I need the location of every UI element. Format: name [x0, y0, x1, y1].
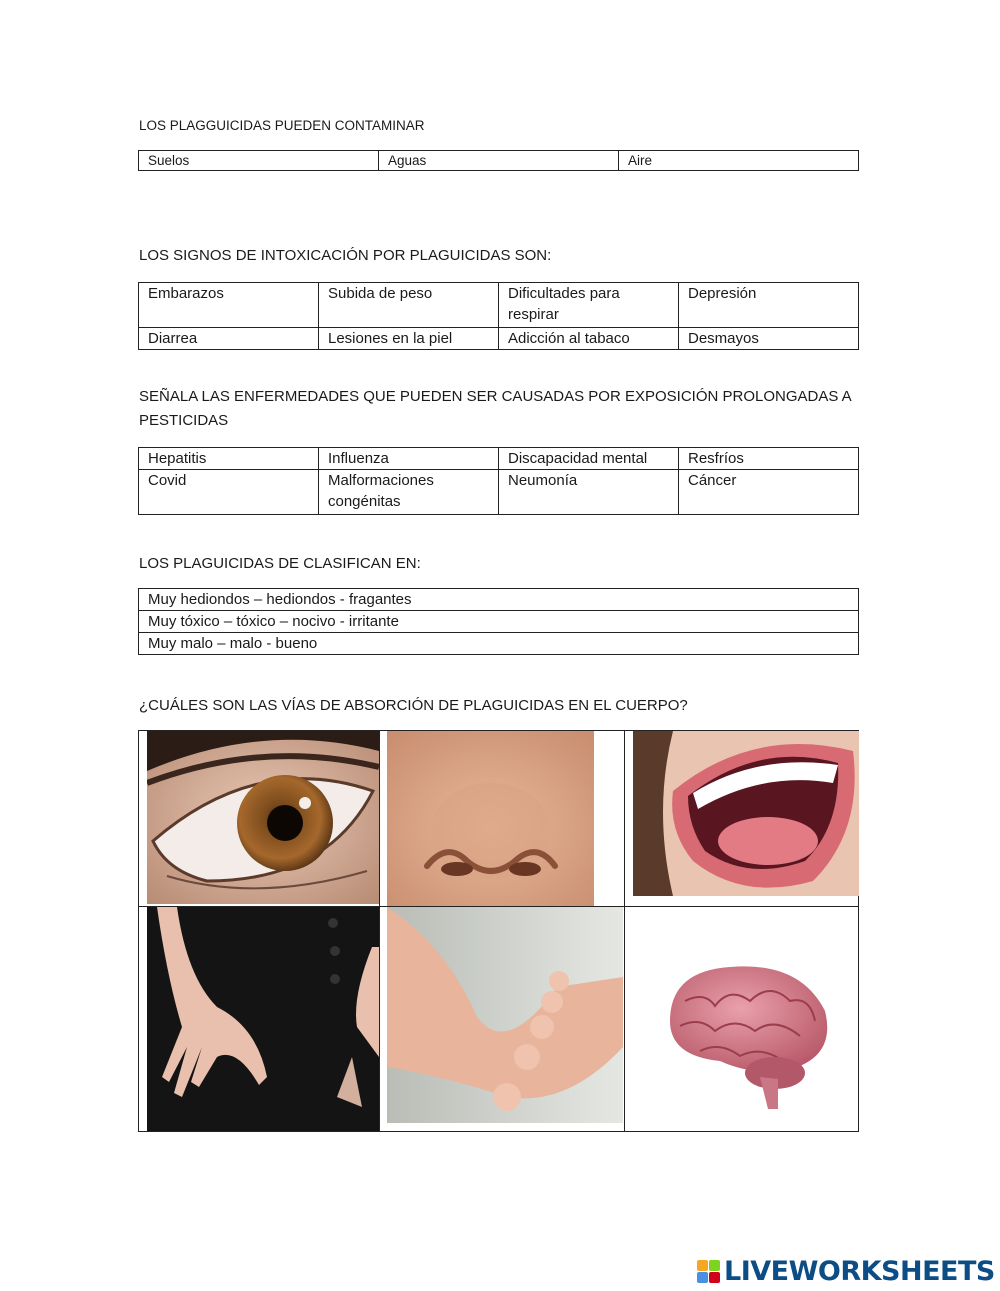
option-embarazos[interactable]: Embarazos: [139, 283, 319, 328]
option-lesiones-piel[interactable]: Lesiones en la piel: [319, 328, 499, 350]
logo-text: LIVEWORKSHEETS: [724, 1255, 995, 1287]
option-subida-de-peso[interactable]: Subida de peso: [319, 283, 499, 328]
option-hediondos[interactable]: Muy hediondos – hediondos - fragantes: [139, 589, 859, 611]
section4-title: LOS PLAGUICIDAS DE CLASIFICAN EN:: [139, 555, 421, 572]
section2-table: [138, 282, 859, 350]
option-aguas[interactable]: Aguas: [379, 151, 619, 171]
option-malformaciones[interactable]: Malformaciones congénitas: [319, 470, 499, 515]
option-aire[interactable]: Aire: [619, 151, 859, 171]
option-suelos[interactable]: Suelos: [139, 151, 379, 171]
section3-title: SEÑALA LAS ENFERMEDADES QUE PUEDEN SER CAUSADAS POR EXPOSICIÓN PROLONGADAS A PESTICIDAS: [139, 388, 851, 429]
section4-table: [138, 588, 859, 655]
logo-blocks-icon: [697, 1260, 720, 1283]
option-neumonia[interactable]: Neumonía: [499, 470, 679, 515]
option-dificultades-respirar[interactable]: Dificultades para respirar: [499, 283, 679, 328]
section3-table: [138, 447, 859, 515]
eye-image[interactable]: [147, 731, 379, 904]
option-malo[interactable]: Muy malo – malo - bueno: [139, 633, 859, 655]
section1-table: [138, 150, 859, 171]
nose-image[interactable]: [387, 731, 594, 906]
option-toxico[interactable]: Muy tóxico – tóxico – nocivo - irritante: [139, 611, 859, 633]
mouth-image[interactable]: [633, 731, 859, 896]
section2-title: LOS SIGNOS DE INTOXICACIÓN POR PLAGUICIDAS SON:: [139, 247, 552, 264]
hands-image[interactable]: [147, 907, 379, 1131]
option-diarrea[interactable]: Diarrea: [139, 328, 319, 350]
foot-image[interactable]: [387, 907, 623, 1123]
option-cancer[interactable]: Cáncer: [679, 470, 859, 515]
section1-title: LOS PLAGGUICIDAS PUEDEN CONTAMINAR: [139, 118, 425, 133]
option-discapacidad-mental[interactable]: Discapacidad mental: [499, 448, 679, 470]
absorption-image-grid: [138, 730, 859, 1132]
option-depresion[interactable]: Depresión: [679, 283, 859, 328]
option-covid[interactable]: Covid: [139, 470, 319, 515]
option-resfrios[interactable]: Resfríos: [679, 448, 859, 470]
option-adiccion-tabaco[interactable]: Adicción al tabaco: [499, 328, 679, 350]
option-hepatitis[interactable]: Hepatitis: [139, 448, 319, 470]
liveworksheets-logo: [697, 1255, 995, 1287]
brain-image[interactable]: [660, 961, 835, 1111]
option-desmayos[interactable]: Desmayos: [679, 328, 859, 350]
section5-title: ¿CUÁLES SON LAS VÍAS DE ABSORCIÓN DE PLAGUICIDAS EN EL CUERPO?: [139, 697, 688, 714]
option-influenza[interactable]: Influenza: [319, 448, 499, 470]
